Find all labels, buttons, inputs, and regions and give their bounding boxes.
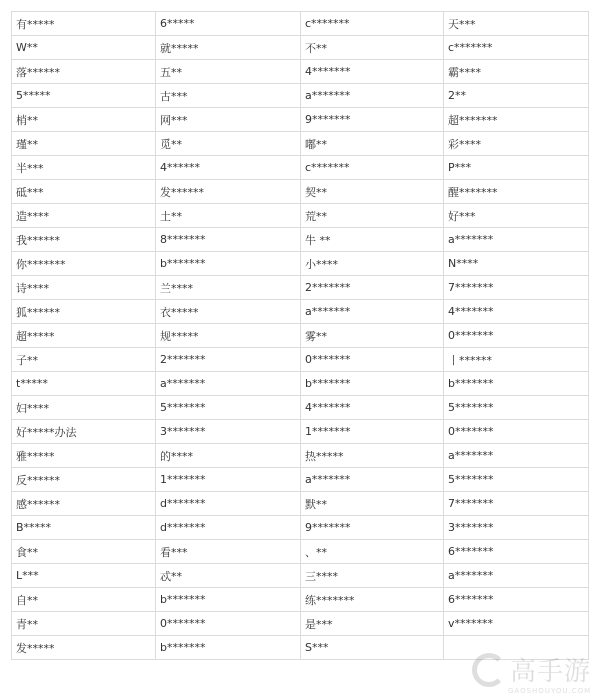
table-cell: 3******* [156, 420, 301, 444]
table-row [12, 180, 589, 204]
table-cell: 就***** [156, 36, 301, 60]
table-cell: 诗**** [12, 276, 156, 300]
table-row [12, 324, 589, 348]
table-cell: 衣***** [156, 300, 301, 324]
table-row [12, 36, 589, 60]
table-body [12, 12, 589, 660]
table-row [12, 492, 589, 516]
table-cell: 雅***** [12, 444, 156, 468]
table-cell: c******* [301, 156, 444, 180]
table-cell: a******* [301, 300, 444, 324]
table-row [12, 300, 589, 324]
table-cell: 看*** [156, 540, 301, 564]
table-cell: 反****** [12, 468, 156, 492]
table-cell: 彩**** [444, 132, 589, 156]
table-cell: 9******* [301, 516, 444, 540]
table-row [12, 12, 589, 36]
table-cell: 土** [156, 204, 301, 228]
table-cell: 4******* [301, 60, 444, 84]
table-cell: 2** [444, 84, 589, 108]
table-row [12, 636, 589, 660]
table-cell: 6******* [444, 588, 589, 612]
table-cell: c******* [301, 12, 444, 36]
table-cell: P*** [444, 156, 589, 180]
table-cell: 食** [12, 540, 156, 564]
table-cell: a******* [444, 564, 589, 588]
table-cell: 感****** [12, 492, 156, 516]
table-cell: 好*** [444, 204, 589, 228]
table-cell: 忒** [156, 564, 301, 588]
table-cell: 你******* [12, 252, 156, 276]
table-cell: 雾** [301, 324, 444, 348]
table-cell: 三**** [301, 564, 444, 588]
table-row [12, 252, 589, 276]
table-cell: W** [12, 36, 156, 60]
table-row [12, 444, 589, 468]
table-cell: 小**** [301, 252, 444, 276]
table-cell: 发****** [156, 180, 301, 204]
table-cell: 规***** [156, 324, 301, 348]
table-row [12, 156, 589, 180]
table-cell: 我****** [12, 228, 156, 252]
table-row [12, 204, 589, 228]
table-row [12, 348, 589, 372]
table-cell: a******* [444, 444, 589, 468]
table-cell: 、** [301, 540, 444, 564]
table-cell: L*** [12, 564, 156, 588]
table-row [12, 132, 589, 156]
table-cell: 0******* [444, 324, 589, 348]
table-cell: 兰**** [156, 276, 301, 300]
table-cell: 7******* [444, 492, 589, 516]
table-cell: 牛 ** [301, 228, 444, 252]
table-cell: 5******* [444, 468, 589, 492]
table-cell: a******* [444, 228, 589, 252]
table-cell: 发***** [12, 636, 156, 660]
table-cell: 热***** [301, 444, 444, 468]
table-cell: 4******* [444, 300, 589, 324]
table-cell: 造**** [12, 204, 156, 228]
table-cell: b******* [156, 636, 301, 660]
table-cell: 超***** [12, 324, 156, 348]
table-cell: 落****** [12, 60, 156, 84]
table-cell: d******* [156, 492, 301, 516]
table-cell: 7******* [444, 276, 589, 300]
table-cell: 古*** [156, 84, 301, 108]
table-row [12, 108, 589, 132]
table-row [12, 372, 589, 396]
table-cell: 天*** [444, 12, 589, 36]
table-row [12, 228, 589, 252]
table-cell: 契** [301, 180, 444, 204]
table-cell: 6***** [156, 12, 301, 36]
table-cell: b******* [301, 372, 444, 396]
table-cell: a******* [156, 372, 301, 396]
table-cell: 2******* [156, 348, 301, 372]
table-cell: 默** [301, 492, 444, 516]
table-row [12, 276, 589, 300]
table-cell: 5***** [12, 84, 156, 108]
table-cell: 超******* [444, 108, 589, 132]
table-cell: 五** [156, 60, 301, 84]
table-cell: 妇**** [12, 396, 156, 420]
table-cell: S*** [301, 636, 444, 660]
table-cell: 丨****** [444, 348, 589, 372]
table-row [12, 60, 589, 84]
table-cell: c******* [444, 36, 589, 60]
table-cell: 不** [301, 36, 444, 60]
table-cell: 砥*** [12, 180, 156, 204]
table-cell: 练******* [301, 588, 444, 612]
watermark-subtitle: GAOSHOUYOU.COM [508, 687, 592, 695]
table-row [12, 612, 589, 636]
table-row [12, 516, 589, 540]
table-cell: B***** [12, 516, 156, 540]
table-cell: 0******* [301, 348, 444, 372]
table-cell: 8******* [156, 228, 301, 252]
table-cell: a******* [301, 468, 444, 492]
table-cell: 1******* [301, 420, 444, 444]
table-cell: a******* [301, 84, 444, 108]
watermark-title: 高手游 [510, 657, 592, 687]
table-cell: 5******* [444, 396, 589, 420]
table-cell: 9******* [301, 108, 444, 132]
table-row [12, 588, 589, 612]
table-cell: 0******* [444, 420, 589, 444]
table-cell: b******* [156, 252, 301, 276]
table-cell: b******* [156, 588, 301, 612]
table-row [12, 396, 589, 420]
table-cell: 0******* [156, 612, 301, 636]
table-cell: 是*** [301, 612, 444, 636]
table-cell [444, 636, 589, 660]
table-row [12, 540, 589, 564]
table-row [12, 420, 589, 444]
table-row [12, 468, 589, 492]
table-cell: 的**** [156, 444, 301, 468]
table-cell: 4****** [156, 156, 301, 180]
table-row [12, 564, 589, 588]
table-cell: 梢** [12, 108, 156, 132]
table-cell: v******* [444, 612, 589, 636]
table-cell: 瑾** [12, 132, 156, 156]
code-table [11, 11, 589, 660]
table-cell: 1******* [156, 468, 301, 492]
table-cell: 狐****** [12, 300, 156, 324]
table-cell: 荒** [301, 204, 444, 228]
table-cell: 醒******* [444, 180, 589, 204]
table-cell: 有***** [12, 12, 156, 36]
table-cell: 3******* [444, 516, 589, 540]
table-cell: 自** [12, 588, 156, 612]
table-cell: 子** [12, 348, 156, 372]
table-cell: 好*****办法 [12, 420, 156, 444]
table-row [12, 84, 589, 108]
table-cell: 青** [12, 612, 156, 636]
table-cell: 2******* [301, 276, 444, 300]
table-cell: 网*** [156, 108, 301, 132]
table-cell: b******* [444, 372, 589, 396]
table-cell: 4******* [301, 396, 444, 420]
table-cell: 嘟** [301, 132, 444, 156]
table-cell: 5******* [156, 396, 301, 420]
table-cell: 觅** [156, 132, 301, 156]
table-cell: t***** [12, 372, 156, 396]
table-cell: 半*** [12, 156, 156, 180]
table-cell: d******* [156, 516, 301, 540]
table-cell: N**** [444, 252, 589, 276]
table-cell: 霸**** [444, 60, 589, 84]
table-cell: 6******* [444, 540, 589, 564]
